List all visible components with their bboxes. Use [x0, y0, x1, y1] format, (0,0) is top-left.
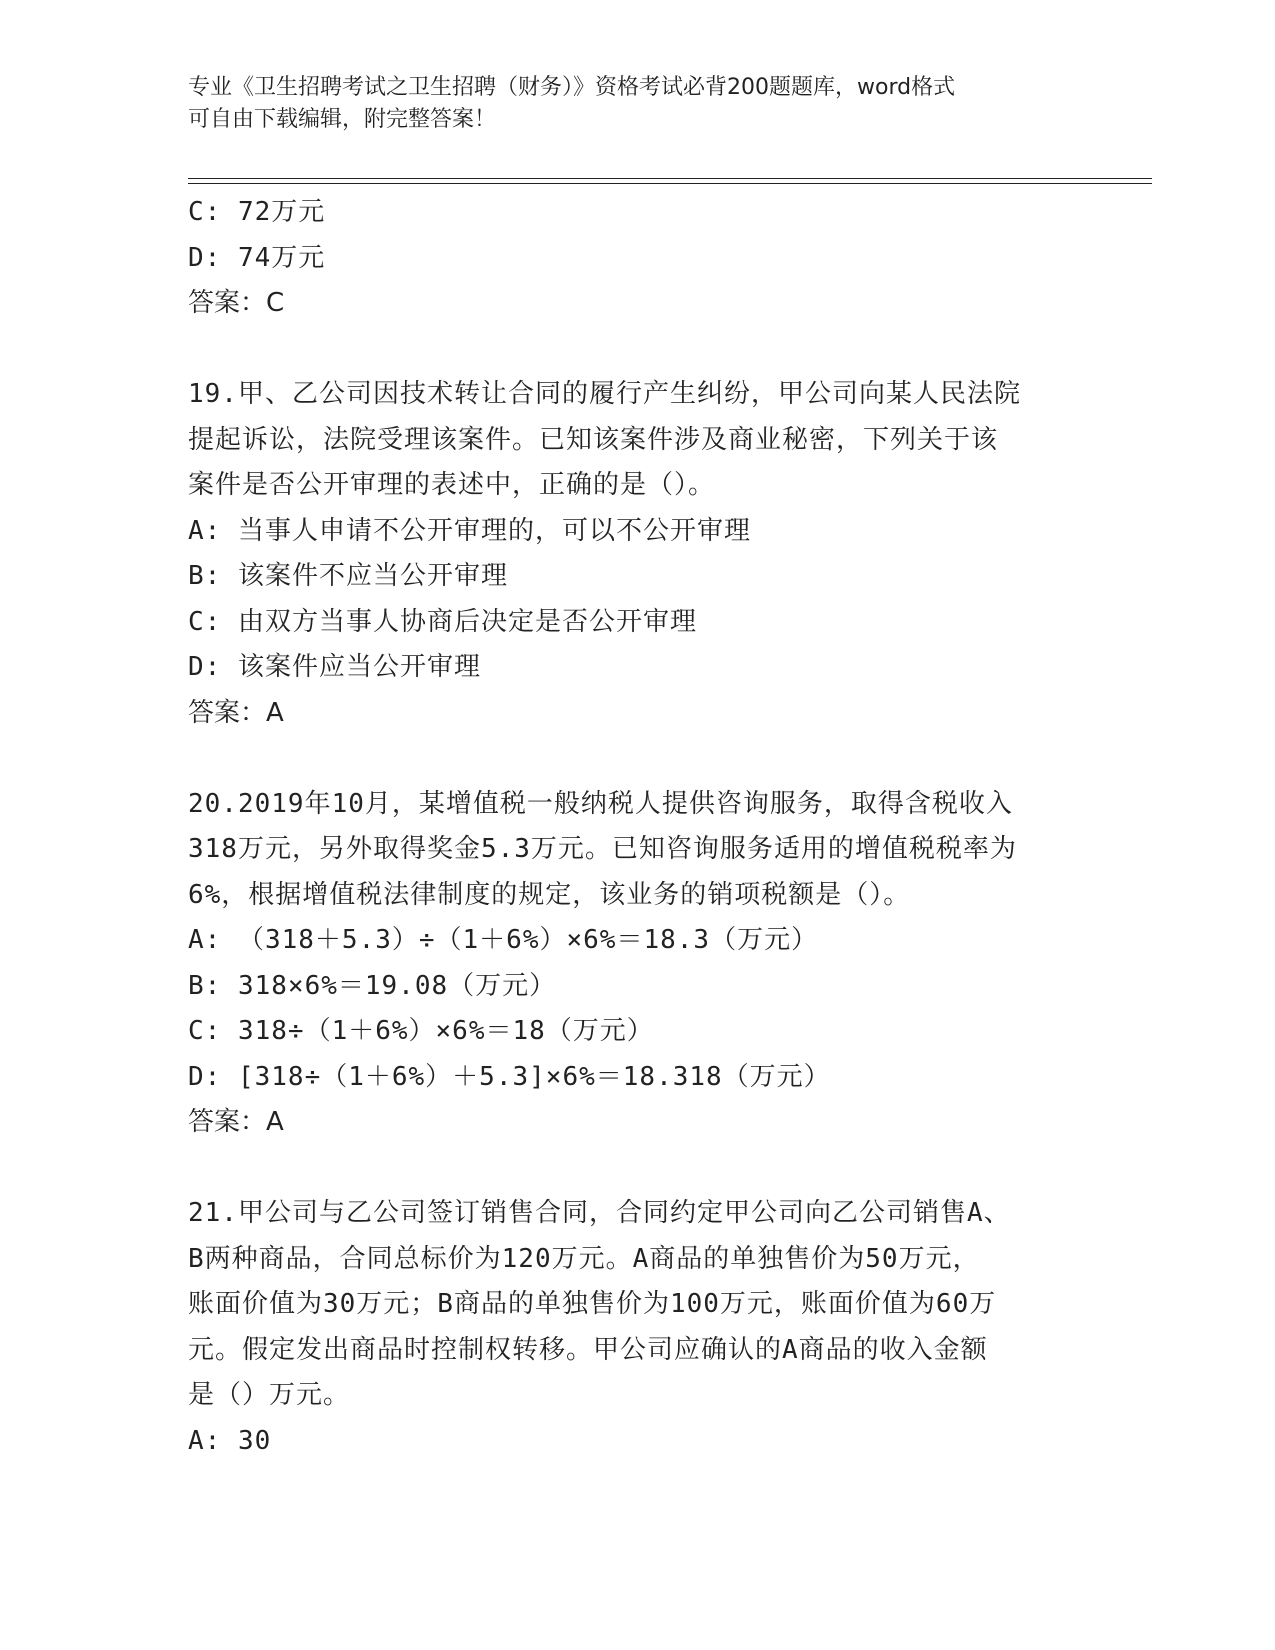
option-d: D: [318÷（1＋6%）＋5.3]×6%＝18.318（万元） — [188, 1061, 831, 1092]
question-stem-line: 账面价值为30万元；B商品的单独售价为100万元，账面价值为60万 — [188, 1289, 997, 1319]
question-stem-line: 20.2019年10月，某增值税一般纳税人提供咨询服务，取得含税收入 — [188, 788, 1013, 819]
question-19 — [188, 372, 1088, 736]
question-stem-line: 318万元，另外取得奖金5.3万元。已知咨询服务适用的增值税税率为 — [188, 834, 1017, 864]
question-content — [188, 190, 1088, 1464]
question-stem-line: 案件是否公开审理的表述中，正确的是（）。 — [188, 470, 716, 500]
header-line-1: 专业《卫生招聘考试之卫生招聘（财务）》资格考试必背200题题库，word格式 — [188, 75, 956, 100]
question-stem-line: 是（）万元。 — [188, 1380, 351, 1410]
answer-line: 答案：A — [188, 1107, 284, 1137]
option-a: A: 当事人申请不公开审理的，可以不公开审理 — [188, 515, 751, 546]
document-header — [188, 72, 1068, 136]
question-stem-line: B两种商品，合同总标价为120万元。A商品的单独售价为50万元， — [188, 1243, 980, 1274]
option-c: C: 由双方当事人协商后决定是否公开审理 — [188, 606, 697, 637]
question-stem-line: 19.甲、乙公司因技术转让合同的履行产生纠纷，甲公司向某人民法院 — [188, 379, 1021, 409]
answer-line: 答案：A — [188, 697, 284, 728]
question-20 — [188, 782, 1088, 1146]
header-divider-bottom — [188, 183, 1152, 184]
option-b: B: 该案件不应当公开审理 — [188, 561, 508, 591]
question-spacer — [188, 1146, 1088, 1192]
header-line-2: 可自由下载编辑，附完整答案！ — [188, 107, 497, 132]
question-18 — [188, 190, 1088, 327]
question-21 — [188, 1191, 1088, 1464]
option-c: C: 72万元 — [188, 197, 326, 227]
question-stem-line: 提起诉讼，法院受理该案件。已知该案件涉及商业秘密，下列关于该 — [188, 424, 999, 455]
option-d: D: 该案件应当公开审理 — [188, 652, 481, 682]
question-stem-line: 元。假定发出商品时控制权转移。甲公司应确认的A商品的收入金额 — [188, 1334, 988, 1365]
question-stem-line: 21.甲公司与乙公司签订销售合同，合同约定甲公司向乙公司销售A、 — [188, 1198, 1011, 1228]
question-spacer — [188, 736, 1088, 782]
option-a: A: 30 — [188, 1425, 272, 1456]
option-d: D: 74万元 — [188, 242, 326, 273]
option-a: A: （318＋5.3）÷（1＋6%）×6%＝18.3（万元） — [188, 925, 819, 955]
option-b: B: 318×6%＝19.08（万元） — [188, 970, 557, 1001]
question-spacer — [188, 327, 1088, 373]
header-divider-top — [188, 178, 1152, 179]
option-c: C: 318÷（1＋6%）×6%＝18（万元） — [188, 1016, 654, 1046]
answer-line: 答案：C — [188, 288, 285, 318]
question-stem-line: 6%，根据增值税法律制度的规定，该业务的销项税额是（）。 — [188, 879, 911, 910]
